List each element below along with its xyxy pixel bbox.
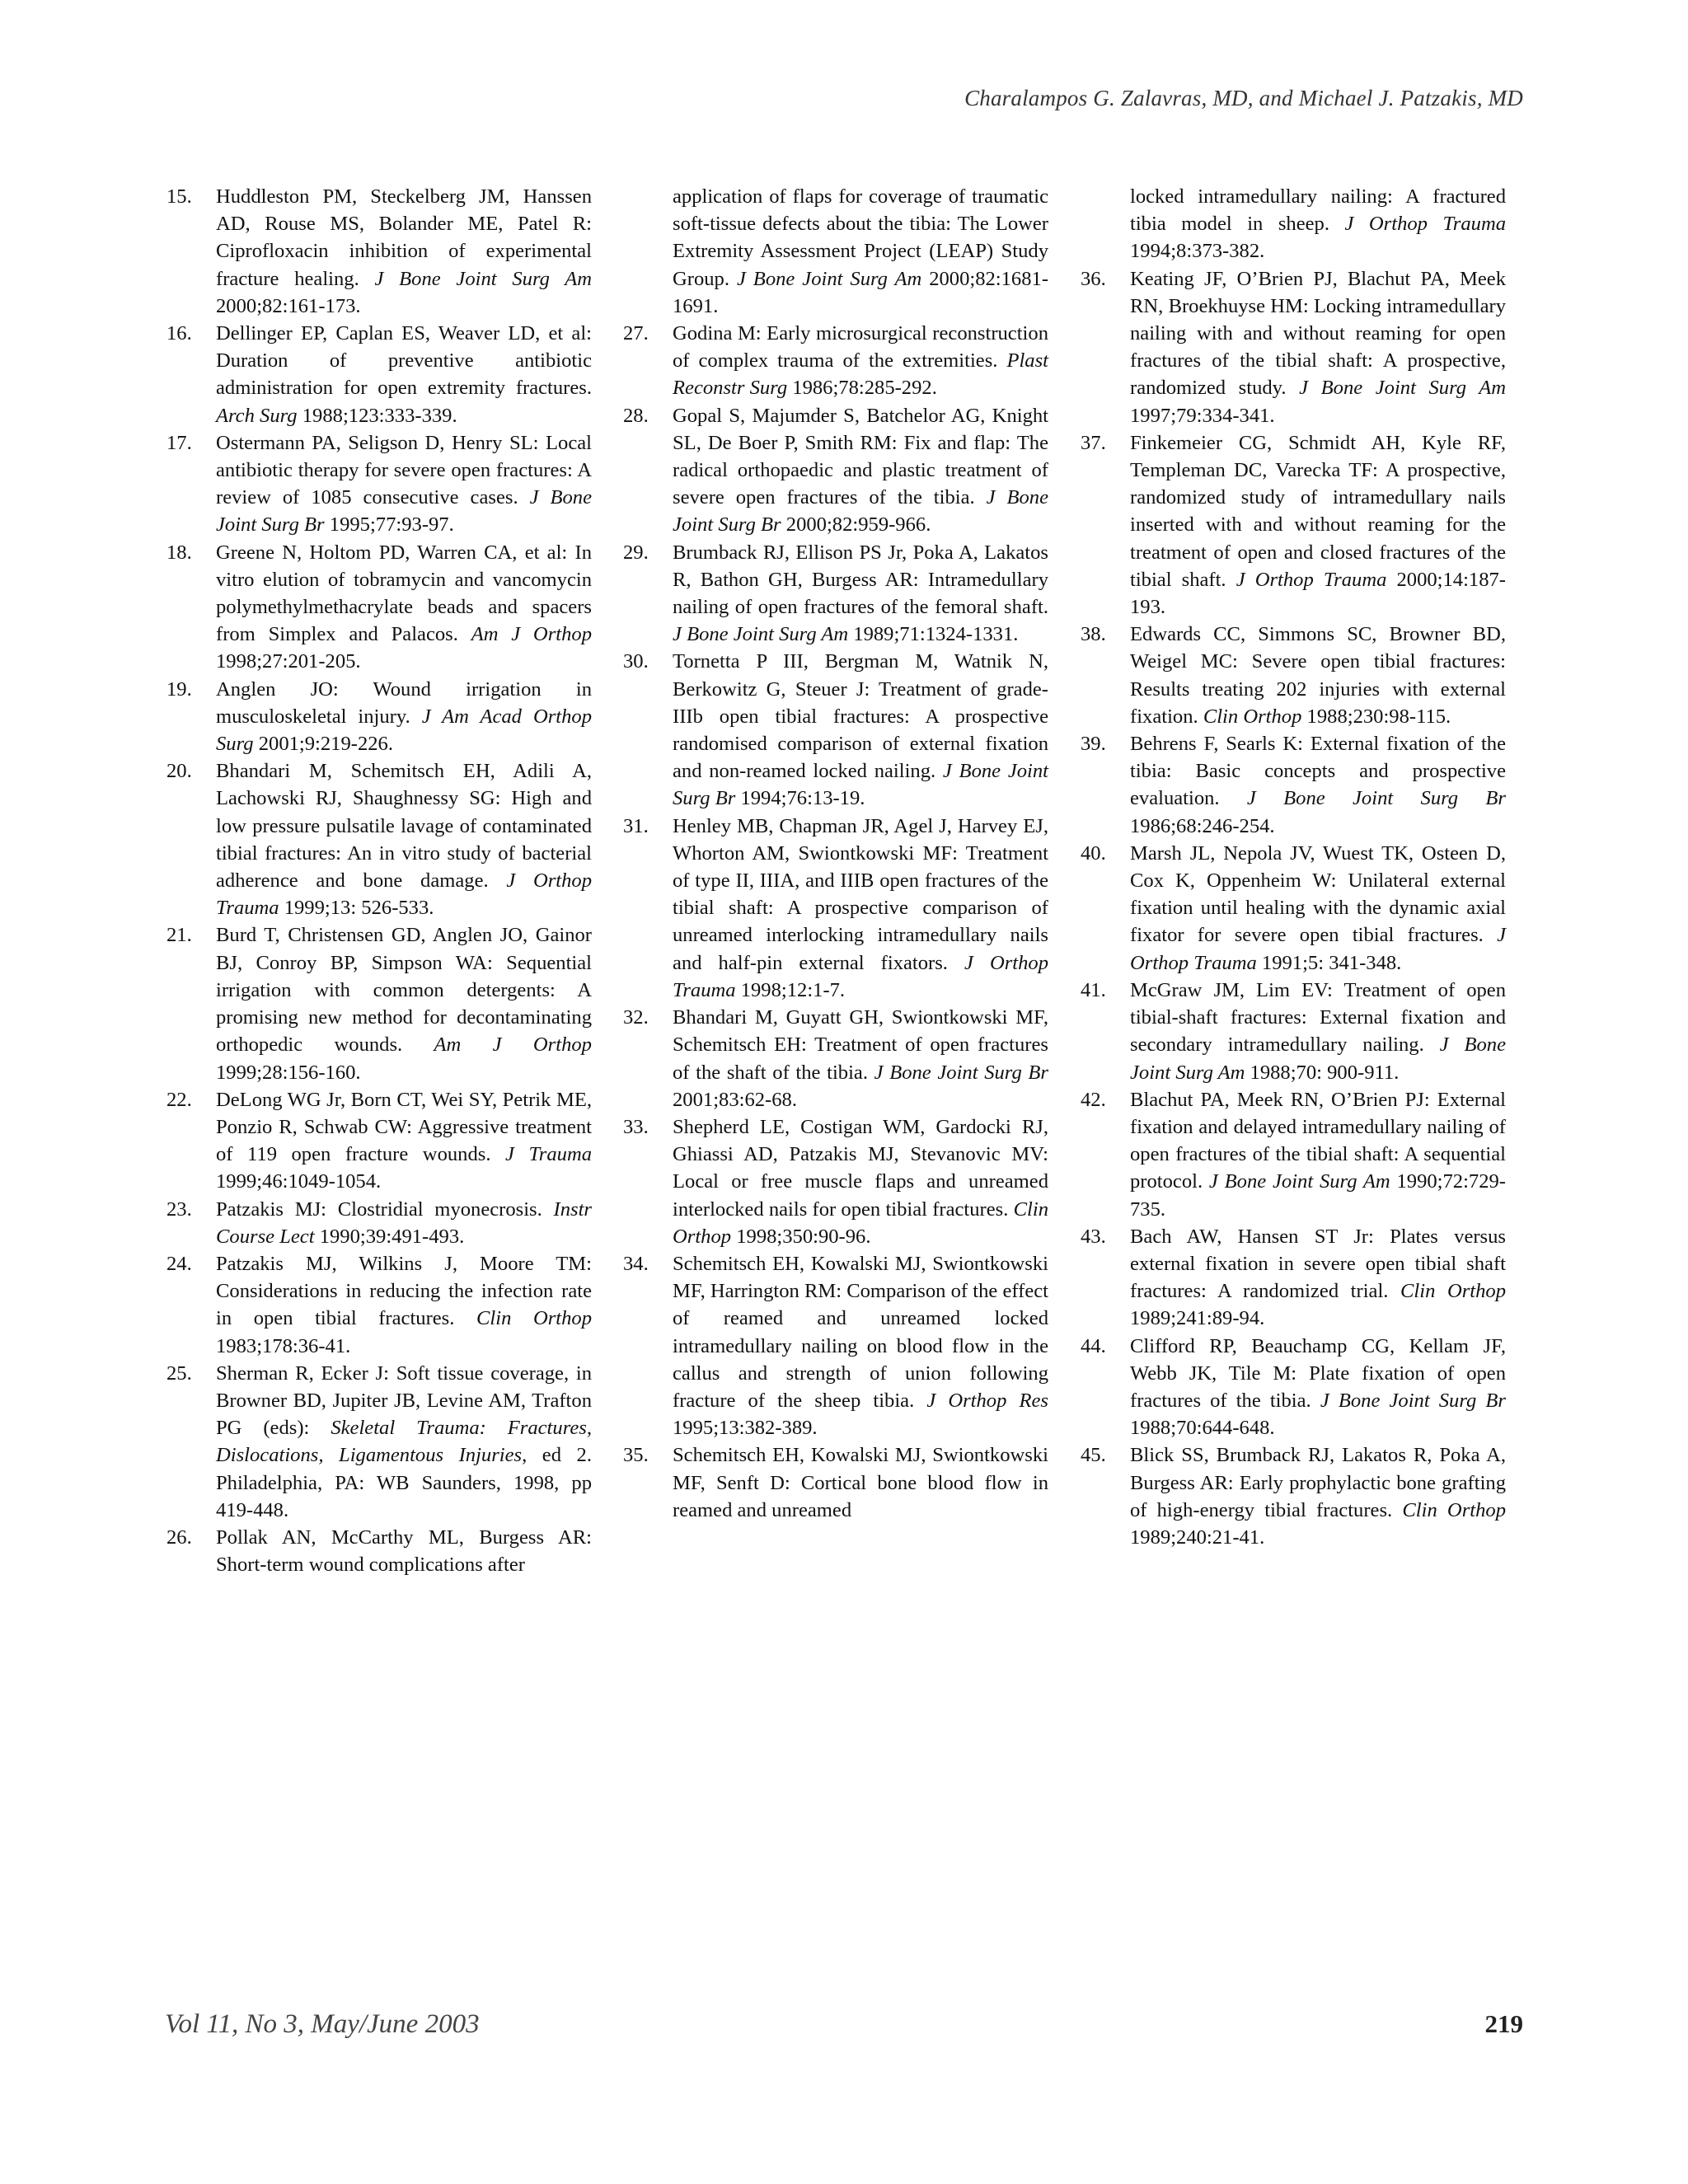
reference-authors-title: Bhandari M, Guyatt GH, Swiontkowski MF, Schemitsch EH: Treatment of open fractures of the shaft of the tibia.: [673, 1006, 1048, 1084]
reference-text: [216, 1524, 592, 1578]
reference-citation: 2000;82:1681-1691.: [673, 267, 1049, 317]
reference-journal: Am J Orthop: [434, 1033, 592, 1057]
reference-item: [166, 757, 592, 921]
reference-journal: J Bone Joint Surg Am: [1130, 1033, 1506, 1084]
reference-citation: 2001;83:62-68.: [673, 1088, 797, 1111]
reference-number: 18.: [166, 541, 192, 564]
reference-authors-title: application of flaps for coverage of traumatic soft-tissue defects about the tibia: The Lower Extremity Assessment Project (LEAP) Study Group.: [673, 185, 1048, 290]
reference-text: [216, 921, 592, 1085]
reference-text: [673, 1441, 1048, 1524]
reference-text: [216, 676, 592, 758]
page-number: 219: [1484, 2009, 1523, 2038]
reference-number: 43.: [1081, 1225, 1106, 1248]
reference-item: [623, 183, 1048, 320]
reference-authors-title: Blick SS, Brumback RJ, Lakatos R, Poka A, Burgess AR: Early prophylactic bone grafting of high-energy tibial fractures.: [1130, 1444, 1506, 1521]
reference-text: [216, 757, 592, 921]
reference-journal: Clin Orthop: [1400, 1280, 1507, 1303]
reference-number: 27.: [623, 322, 649, 345]
issue-info: Vol 11, No 3, May/June 2003: [165, 2009, 480, 2039]
reference-journal: J Bone Joint Surg Am: [1208, 1170, 1390, 1193]
reference-authors-title: Pollak AN, McCarthy ML, Burgess AR: Short-term wound complications after: [216, 1526, 592, 1577]
reference-authors-title: Clifford RP, Beauchamp CG, Kellam JF, Webb JK, Tile M: Plate fixation of open fractures of the tibia.: [1130, 1334, 1506, 1412]
reference-item: [623, 539, 1048, 649]
reference-item: [1081, 730, 1506, 840]
reference-number: 15.: [166, 185, 192, 208]
reference-text: [1130, 1223, 1506, 1333]
reference-text: [1130, 1333, 1506, 1442]
reference-number: 26.: [166, 1526, 192, 1549]
reference-citation: 1986;78:285-292.: [792, 377, 937, 400]
reference-authors-title: Ostermann PA, Seligson D, Henry SL: Local antibiotic therapy for severe open fractures: A review of 1085 consecutive cases.: [216, 431, 592, 509]
reference-citation: 2000;14:187-193.: [1130, 568, 1506, 619]
reference-text: [673, 648, 1048, 812]
reference-citation: 1998;350:90-96.: [736, 1225, 871, 1248]
reference-column-1: [166, 183, 592, 1578]
reference-text: [673, 813, 1048, 1004]
reference-journal: Clin Orthop: [476, 1307, 593, 1330]
reference-number: 24.: [166, 1252, 192, 1275]
reference-item: [623, 320, 1048, 402]
reference-citation: 1990;39:491-493.: [319, 1225, 465, 1248]
reference-number: 44.: [1081, 1334, 1106, 1357]
reference-journal: J Bone Joint Surg Am: [736, 267, 922, 290]
reference-journal: Arch Surg: [216, 404, 298, 427]
reference-item: [1081, 183, 1506, 265]
reference-journal: J Orthop Trauma: [1236, 568, 1387, 591]
reference-text: [216, 539, 592, 676]
reference-authors-title: Huddleston PM, Steckelberg JM, Hanssen AD, Rouse MS, Bolander ME, Patel R: Ciprofloxacin inhibition of experimental fracture healing.: [216, 185, 592, 290]
reference-journal: J Bone Joint Surg Br: [874, 1061, 1048, 1084]
reference-citation: 1999;28:156-160.: [216, 1061, 361, 1084]
reference-journal: J Bone Joint Surg Br: [216, 486, 592, 537]
reference-number: 29.: [623, 541, 649, 564]
reference-number: 42.: [1081, 1088, 1106, 1111]
reference-item: [1081, 1086, 1506, 1223]
reference-item: [166, 1360, 592, 1524]
reference-citation: 1989;71:1324-1331.: [853, 623, 1019, 646]
reference-text: [673, 1004, 1048, 1113]
reference-authors-title: Henley MB, Chapman JR, Agel J, Harvey EJ, Whorton AM, Swiontkowski MF: Treatment of type II, IIIA, and IIIB open fractures of the tibial shaft: A prospective comparison of unreamed interlocking intramedullary nails and half-pin external fixators.: [673, 814, 1048, 974]
reference-item: [1081, 840, 1506, 977]
reference-item: [623, 813, 1048, 1004]
reference-journal: Plast Reconstr Surg: [673, 349, 1048, 400]
reference-number: 34.: [623, 1252, 649, 1275]
reference-citation: 1999;46:1049-1054.: [216, 1170, 382, 1193]
reference-authors-title: Patzakis MJ, Wilkins J, Moore TM: Considerations in reducing the infection rate in open tibial fractures.: [216, 1252, 592, 1330]
reference-journal: J Bone Joint Surg Am: [673, 623, 849, 646]
reference-item: [166, 429, 592, 539]
reference-citation: 1989;241:89-94.: [1130, 1307, 1265, 1330]
reference-number: 45.: [1081, 1444, 1106, 1467]
reference-authors-title: Patzakis MJ: Clostridial myonecrosis.: [216, 1197, 542, 1221]
reference-citation: 1994;76:13-19.: [740, 787, 865, 810]
reference-text: [216, 320, 592, 429]
reference-citation: 1988;70:644-648.: [1130, 1417, 1275, 1440]
reference-text: [1130, 429, 1506, 621]
reference-text: [1130, 1441, 1506, 1551]
reference-journal: J Bone Joint Surg Am: [374, 267, 592, 290]
reference-citation: 1998;12:1-7.: [740, 978, 846, 1001]
reference-item: [623, 1113, 1048, 1250]
reference-authors-title: Schemitsch EH, Kowalski MJ, Swiontkowski MF, Harrington RM: Comparison of the effect of reamed and unreamed locked intramedullary nailing on blood flow in the callus and strength of union following fracture of the sheep tibia.: [673, 1252, 1048, 1412]
reference-authors-title: Dellinger EP, Caplan ES, Weaver LD, et al: Duration of preventive antibiotic administration for open extremity fractures.: [216, 322, 592, 400]
reference-authors-title: Anglen JO: Wound irrigation in musculoskeletal injury.: [216, 677, 592, 728]
reference-item: [1081, 1333, 1506, 1442]
reference-number: 20.: [166, 760, 192, 783]
reference-number: 22.: [166, 1088, 192, 1111]
reference-authors-title: Shepherd LE, Costigan WM, Gardocki RJ, Ghiassi AD, Patzakis MJ, Stevanovic MV: Local or free muscle flaps and unreamed interlocked nails for open tibial fractures.: [673, 1115, 1048, 1221]
reference-text: [216, 1086, 592, 1196]
reference-authors-title: Bach AW, Hansen ST Jr: Plates versus external fixation in severe open tibial shaft fractures: A randomized trial.: [1130, 1225, 1506, 1303]
running-head: Charalampos G. Zalavras, MD, and Michael J. Patzakis, MD: [964, 86, 1523, 110]
reference-journal: J Orthop Trauma: [216, 869, 592, 920]
reference-journal: Skeletal Trauma: Fractures, Dislocations, Ligamentous Injuries: [216, 1417, 592, 1467]
reference-authors-title: Bhandari M, Schemitsch EH, Adili A, Lachowski RJ, Shaughnessy SG: High and low pressure pulsatile lavage of contaminated tibial fractures: An in vitro study of bacterial adherence and bone damage.: [216, 760, 592, 893]
reference-number: 21.: [166, 924, 192, 947]
reference-journal: Instr Course Lect: [216, 1197, 592, 1248]
reference-item: [166, 921, 592, 1085]
reference-number: 30.: [623, 650, 649, 673]
reference-text: [1130, 840, 1506, 977]
reference-number: 37.: [1081, 431, 1106, 454]
reference-journal: Clin Orthop: [1203, 705, 1302, 728]
reference-item: [1081, 1223, 1506, 1333]
reference-number: 33.: [623, 1115, 649, 1138]
reference-number: 28.: [623, 404, 649, 427]
reference-number: 32.: [623, 1006, 649, 1029]
reference-number: 39.: [1081, 733, 1106, 756]
reference-journal: J Orthop Res: [926, 1389, 1048, 1412]
reference-text: [1130, 621, 1506, 730]
reference-item: [166, 676, 592, 758]
reference-item: [1081, 1441, 1506, 1551]
reference-item: [623, 648, 1048, 812]
reference-authors-title: Keating JF, O’Brien PJ, Blachut PA, Meek RN, Broekhuyse HM: Locking intramedullary nailing with and without reaming for open fractures of the tibial shaft: A prospective, randomized study.: [1130, 267, 1506, 400]
reference-authors-title: Edwards CC, Simmons SC, Browner BD, Weigel MC: Severe open tibial fractures: Results treating 202 injuries with external fixation.: [1130, 623, 1506, 728]
reference-authors-title: Behrens F, Searls K: External fixation of the tibia: Basic concepts and prospective evaluation.: [1130, 733, 1506, 810]
reference-citation: 1995;77:93-97.: [329, 513, 454, 537]
reference-column-2: [623, 183, 1048, 1524]
reference-journal: Clin Orthop: [1402, 1498, 1506, 1521]
reference-authors-title: Tornetta P III, Bergman M, Watnik N, Berkowitz G, Steuer J: Treatment of grade-IIIb open tibial fractures: A prospective randomised comparison of external fixation and non-reamed locked nailing.: [673, 650, 1048, 783]
reference-journal: J Bone Joint Surg Br: [673, 760, 1048, 810]
reference-citation: 1994;8:373-382.: [1130, 240, 1265, 263]
reference-number: 17.: [166, 431, 192, 454]
reference-authors-title: Greene N, Holtom PD, Warren CA, et al: In vitro elution of tobramycin and vancomycin polymethylmethacrylate beads and spacers from Simplex and Palacos.: [216, 541, 592, 646]
reference-authors-title: Sherman R, Ecker J: Soft tissue coverage, in Browner BD, Jupiter JB, Levine AM, Trafton PG (eds):: [216, 1361, 592, 1440]
reference-column-3: [1081, 183, 1506, 1551]
reference-citation: 1986;68:246-254.: [1130, 814, 1275, 837]
reference-item: [166, 1250, 592, 1360]
reference-number: 25.: [166, 1361, 192, 1385]
reference-text: [1130, 265, 1506, 429]
reference-text: [673, 539, 1048, 649]
reference-item: [166, 1196, 592, 1250]
reference-item: [1081, 977, 1506, 1086]
reference-number: 38.: [1081, 623, 1106, 646]
reference-text: [216, 1360, 592, 1524]
reference-text: [673, 1250, 1048, 1441]
reference-item: [1081, 265, 1506, 429]
reference-item: [166, 183, 592, 320]
reference-authors-title: Marsh JL, Nepola JV, Wuest TK, Osteen D, Cox K, Oppenheim W: Unilateral external fixation until healing with the dynamic axial fixator for severe open tibial fractures.: [1130, 841, 1506, 947]
reference-authors-title: Schemitsch EH, Kowalski MJ, Swiontkowski MF, Senft D: Cortical bone blood flow in reamed and unreamed: [673, 1444, 1048, 1521]
reference-citation: 1990;72:729-735.: [1130, 1170, 1506, 1221]
reference-number: 19.: [166, 677, 192, 701]
reference-number: 31.: [623, 814, 649, 837]
reference-authors-title: Godina M: Early microsurgical reconstruction of complex trauma of the extremities.: [673, 322, 1048, 373]
reference-citation: 1989;240:21-41.: [1130, 1526, 1265, 1549]
reference-text: [673, 1113, 1048, 1250]
reference-journal: Am J Orthop: [471, 623, 592, 646]
reference-citation: 1995;13:382-389.: [673, 1417, 818, 1440]
reference-text: [673, 402, 1048, 539]
reference-text: [1130, 730, 1506, 840]
reference-citation: 1983;178:36-41.: [216, 1334, 351, 1357]
reference-citation: 1999;13: 526-533.: [284, 897, 434, 920]
reference-number: 40.: [1081, 841, 1106, 865]
reference-number: 36.: [1081, 267, 1106, 290]
reference-item: [623, 1004, 1048, 1113]
reference-authors-title: Blachut PA, Meek RN, O’Brien PJ: External fixation and delayed intramedullary nailing of open fractures of the tibial shaft: A sequential protocol.: [1130, 1088, 1506, 1193]
reference-number: 23.: [166, 1197, 192, 1221]
reference-journal: J Bone Joint Surg Am: [1299, 377, 1506, 400]
reference-authors-title: Gopal S, Majumder S, Batchelor AG, Knight SL, De Boer P, Smith RM: Fix and flap: The radical orthopaedic and plastic treatment of severe open fractures of the tibia.: [673, 404, 1048, 509]
reference-journal: Clin Orthop: [673, 1197, 1048, 1248]
reference-item: [623, 1441, 1048, 1524]
reference-journal: J Orthop Trauma: [1130, 924, 1506, 974]
reference-citation: 1998;27:201-205.: [216, 650, 361, 673]
reference-text: [216, 1250, 592, 1360]
reference-citation: 1997;79:334-341.: [1130, 404, 1275, 427]
reference-authors-title: Brumback RJ, Ellison PS Jr, Poka A, Lakatos R, Bathon GH, Burgess AR: Intramedullary nailing of open fractures of the femoral shaft.: [673, 541, 1048, 619]
reference-text: [1081, 183, 1506, 265]
reference-authors-title: McGraw JM, Lim EV: Treatment of open tibial-shaft fractures: External fixation and secondary intramedullary nailing.: [1130, 978, 1506, 1057]
reference-citation: 2001;9:219-226.: [258, 733, 393, 756]
reference-item: [166, 1086, 592, 1196]
reference-citation: 2000;82:959-966.: [785, 513, 931, 537]
reference-text: [216, 1196, 592, 1250]
reference-journal: J Trauma: [505, 1143, 592, 1166]
reference-journal: J Am Acad Orthop Surg: [216, 705, 593, 756]
reference-item: [623, 1250, 1048, 1441]
reference-item: [1081, 429, 1506, 621]
reference-text: [1130, 1086, 1506, 1223]
reference-journal: J Orthop Trauma: [673, 951, 1049, 1001]
reference-text: [216, 429, 592, 539]
reference-text: [673, 320, 1048, 402]
reference-journal: J Orthop Trauma: [1344, 213, 1507, 236]
reference-journal: J Bone Joint Surg Br: [1246, 787, 1506, 810]
reference-citation: , ed 2. Philadelphia, PA: WB Saunders, 1998, pp 419-448.: [216, 1444, 592, 1521]
reference-item: [623, 402, 1048, 539]
reference-number: 41.: [1081, 978, 1106, 1001]
reference-citation: 1988;230:98-115.: [1306, 705, 1451, 728]
reference-item: [166, 539, 592, 676]
reference-citation: 1988;70: 900-911.: [1250, 1061, 1400, 1084]
reference-journal: J Bone Joint Surg Br: [673, 486, 1048, 537]
reference-citation: 1988;123:333-339.: [302, 404, 457, 427]
reference-number: 16.: [166, 322, 192, 345]
reference-text: [216, 183, 592, 320]
reference-item: [1081, 621, 1506, 730]
reference-citation: 1991;5: 341-348.: [1261, 951, 1402, 974]
reference-item: [166, 1524, 592, 1578]
reference-authors-title: Burd T, Christensen GD, Anglen JO, Gainor BJ, Conroy BP, Simpson WA: Sequential irrigation with common detergents: A promising new method for decontaminating orthopedic wounds.: [216, 924, 592, 1057]
reference-authors-title: locked intramedullary nailing: A fractured tibia model in sheep.: [1130, 185, 1506, 236]
reference-authors-title: Finkemeier CG, Schmidt AH, Kyle RF, Templeman DC, Varecka TF: A prospective, randomized study of intramedullary nails inserted with and without reaming for the treatment of open and closed fractures of the tibial shaft.: [1130, 431, 1506, 591]
reference-item: [166, 320, 592, 429]
reference-text: [1130, 977, 1506, 1086]
reference-citation: 2000;82:161-173.: [216, 294, 361, 317]
reference-number: 35.: [623, 1444, 649, 1467]
reference-journal: J Bone Joint Surg Br: [1320, 1389, 1506, 1412]
reference-authors-title: DeLong WG Jr, Born CT, Wei SY, Petrik ME, Ponzio R, Schwab CW: Aggressive treatment of 119 open fracture wounds.: [216, 1088, 592, 1166]
reference-text: [623, 183, 1048, 320]
